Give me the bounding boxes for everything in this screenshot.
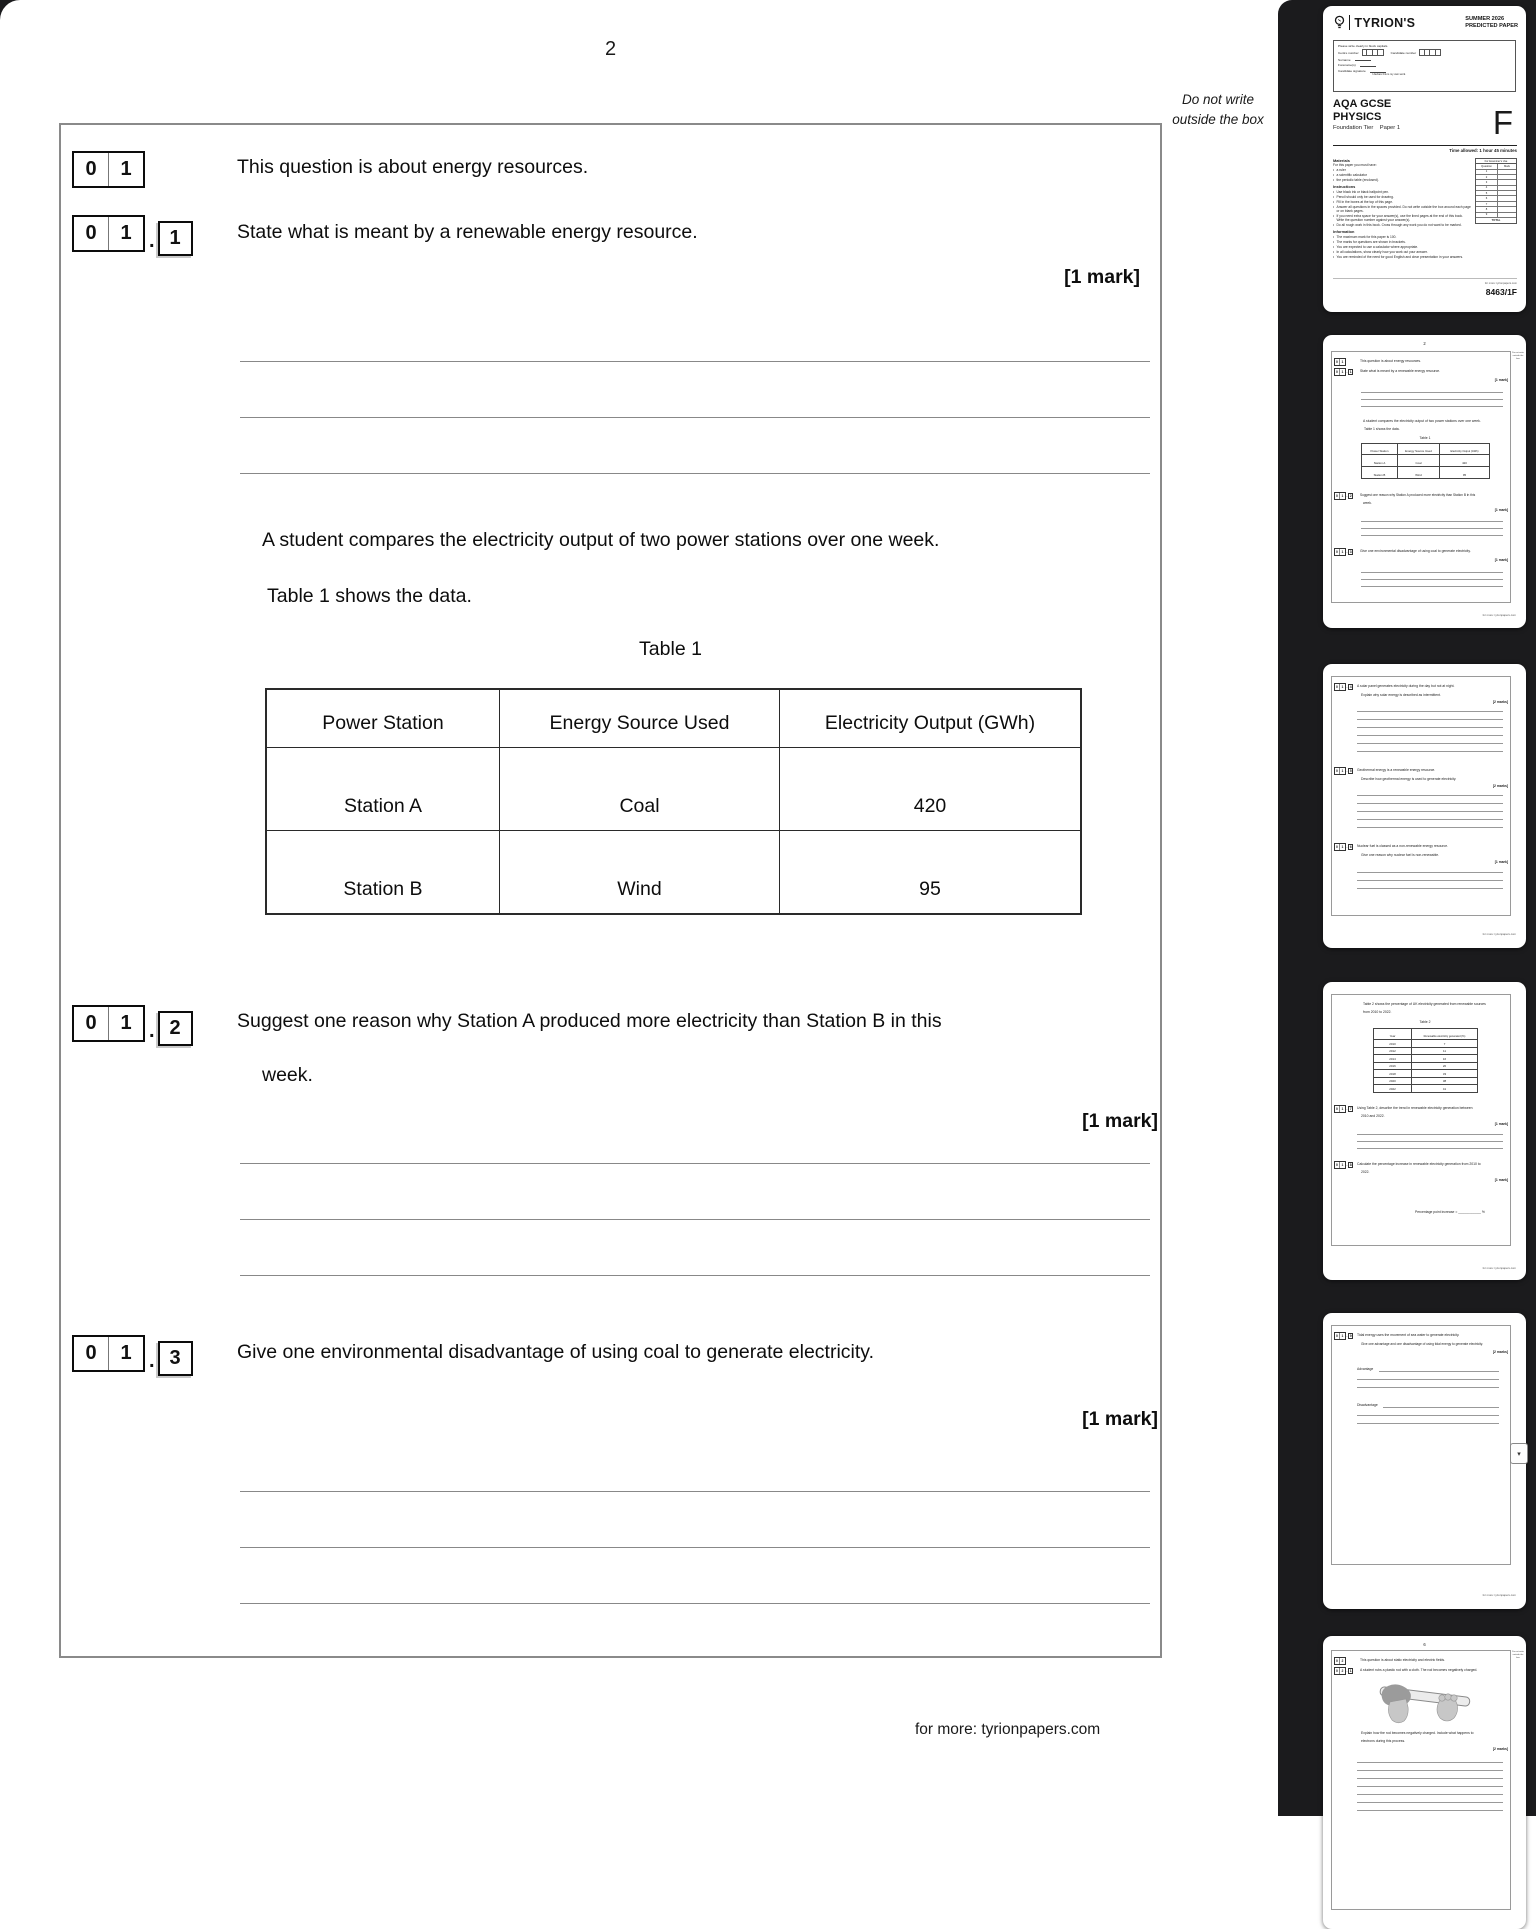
information-item: • In all calculations, show clearly how you work out your answer. xyxy=(1333,250,1471,254)
answer-line xyxy=(240,1219,1150,1220)
question-number-separator: . xyxy=(149,1350,155,1372)
materials-item: • a ruler xyxy=(1333,168,1471,172)
instructions-item: • If you need extra space for your answer(s), use the lined pages at the end of this book. Write the question number against your answer(s). xyxy=(1333,214,1471,223)
question-number-01: 0 1 xyxy=(72,151,145,188)
instructions-item: • Answer all questions in the spaces provided. Do not write outside the box around each page or on blank pages. xyxy=(1333,205,1471,214)
materials-item: • a scientific calculator xyxy=(1333,173,1471,177)
cover-rule xyxy=(1333,145,1517,146)
information-item: • You are expected to use a calculator where appropriate. xyxy=(1333,245,1471,249)
examiner-total: TOTAL xyxy=(1491,218,1501,222)
answer-line xyxy=(240,1491,1150,1492)
surname-line xyxy=(1355,58,1371,61)
table1-header-cell: Power Station xyxy=(266,689,500,748)
surname-label: Surname xyxy=(1338,57,1351,62)
information-title: Information xyxy=(1333,229,1355,235)
answer-line xyxy=(240,1603,1150,1604)
table1-cell: Station B xyxy=(266,831,500,915)
signature-label: Candidate signature xyxy=(1338,69,1366,74)
thumbnail-page-5[interactable]: 0 1 . 9 Tidal energy uses the movement of sea water to generate electricity. Give one advantage and one disadvantage of using tidal energy to generate electricity. [2 marks] Advantage Disadvantage for more: tyrionpapers.com xyxy=(1323,1313,1526,1609)
instructions-item: • Fill in the boxes at the top of this page. xyxy=(1333,200,1471,204)
table1-header-cell: Energy Source Used xyxy=(500,689,780,748)
question-01-3-marks: [1 mark] xyxy=(1082,1408,1158,1430)
thumbnail-page-2[interactable]: 2 Do not write outside the box 0 1 This question is about energy resources. 0 1 . 1 State what is meant by a renewable energy resource. [1 mark] A student compares the electricity output of two power stations over one week. Table 1 shows the data. Table 1 Power Station Energy Source Used Electricity Output (GWh) Station A Coal 420 Station B Wind 95 0 1 . 2 Suggest one reason why Station A produced more electricity than Station B in this week. [1 mark] 0 1 . 3 Give one environmental disadvantage of using coal to generate electricity. [1 mark] for more: tyrionpapers.com xyxy=(1323,335,1526,628)
question-01-1-text: State what is meant by a renewable energy resource. xyxy=(237,221,698,243)
logo-divider xyxy=(1349,15,1350,30)
paper-code: 8463/1F xyxy=(1485,287,1517,297)
table1-header-cell: Electricity Output (GWh) xyxy=(780,689,1082,748)
answer-line xyxy=(240,417,1150,418)
instructions-title: Instructions xyxy=(1333,184,1356,190)
candidate-details-box xyxy=(1333,40,1516,92)
question-01-2-marks: [1 mark] xyxy=(1082,1110,1158,1132)
candidate-number-label: Candidate number xyxy=(1390,50,1417,55)
table1-cell: Coal xyxy=(500,748,780,831)
cover-footer-rule xyxy=(1333,278,1517,279)
mini-question-box xyxy=(1331,1325,1511,1565)
forenames-line xyxy=(1360,64,1376,67)
tier-paper-line: Foundation Tier Paper 1 xyxy=(1333,124,1401,131)
table-row xyxy=(266,831,1081,915)
examiner-use-box: For Examiner's Use Question Mark 1 2 3 4 5 6 7 8 9 TOTAL xyxy=(1475,158,1517,224)
table1-cell: Wind xyxy=(500,831,780,915)
information-item: • The maximum mark for this paper is 100. xyxy=(1333,235,1471,239)
paper-season: SUMMER 2026 PREDICTED PAPER xyxy=(1465,15,1518,29)
information-item: • The marks for questions are shown in brackets. xyxy=(1333,240,1471,244)
centre-number-label: Centre number xyxy=(1338,50,1359,55)
instructions-item: • Pencil should only be used for drawing. xyxy=(1333,195,1471,199)
question-number-01-1: 0 1 . 1 xyxy=(72,215,193,256)
write-clearly-note: Please write clearly in block capitals. xyxy=(1338,43,1389,48)
materials-intro: For this paper you must have: xyxy=(1333,163,1377,168)
answer-line xyxy=(240,473,1150,474)
question-number-separator: . xyxy=(149,230,155,252)
subject-title: PHYSICS xyxy=(1333,110,1382,123)
instructions-item: • Do all rough work in this book. Cross through any work you do not want to be marked. xyxy=(1333,223,1471,227)
table1-cell: 420 xyxy=(780,748,1082,831)
page-number: 2 xyxy=(604,38,617,60)
board-title: AQA GCSE xyxy=(1333,98,1392,110)
brand-name: TYRION'S xyxy=(1354,15,1416,30)
answer-line xyxy=(240,1163,1150,1164)
question-01-1-marks: [1 mark] xyxy=(1064,266,1140,288)
answer-line xyxy=(240,1547,1150,1548)
table1-cell: Station A xyxy=(266,748,500,831)
examiner-title: For Examiner's Use xyxy=(1476,159,1516,164)
table1-caption: Table 1 xyxy=(639,638,702,660)
paper-title-block xyxy=(1333,98,1400,131)
declaration-note: I declare this is my own work. xyxy=(1372,73,1406,77)
cover-footer: for more: tyrionpapers.com xyxy=(1484,282,1517,285)
question-number-01-2: 0 1 . 2 xyxy=(72,1005,193,1046)
table1 xyxy=(265,688,1082,915)
question-number-01-3: 0 1 . 3 xyxy=(72,1335,193,1376)
information-item: • You are reminded of the need for good English and clear presentation in your answers. xyxy=(1333,255,1471,259)
centre-number-cells xyxy=(1362,49,1384,56)
candidate-number-cells xyxy=(1419,49,1441,56)
instructions-item: • Use black ink or black ballpoint pen. xyxy=(1333,190,1471,194)
thumbnail-page-4[interactable]: Table 2 shows the percentage of UK electricity generated from renewable sources from 2010 to 2022. Table 2 Year Renewable electricity generated (%) 2010 7 2012 11 2014 16 2016 20 2018 33 2020 38 2022 41 0 1 . 7 Using Table 2, describe the trend in renewable electricity generation between 2010 and 2022. [1 mark] 0 1 . 8 Calculate the percentage increase in renewable electricity generation from 2010 to 2022. [1 mark] Percentage point increase = ____________ % for more: tyrionpapers.com xyxy=(1323,982,1526,1280)
tier-letter: F xyxy=(1492,104,1513,141)
chevron-down-icon: ▾ xyxy=(1517,1450,1521,1458)
passage-line-1: A student compares the electricity output of two power stations over one week. xyxy=(262,529,940,551)
margin-note: Do not write outside the box xyxy=(1172,92,1264,128)
question-01-text: This question is about energy resources. xyxy=(237,156,589,178)
thumbnail-page-6[interactable]: 6 Do not write outside the box 0 2 This question is about static electricity and electric fields. 0 2 . 1 A student rubs a plastic rod with a cloth. The rod becomes negatively charged. Explain how the rod becomes negatively charged. Include what happens to electrons during this process. [2 marks] xyxy=(1323,1636,1526,1929)
cover-lists xyxy=(1333,156,1471,259)
table1-cell: 95 xyxy=(780,831,1082,915)
materials-item: • the periodic table (enclosed). xyxy=(1333,178,1471,182)
rod-and-cloth-illustration xyxy=(1368,1676,1478,1725)
cover-header xyxy=(1333,15,1518,30)
table-row xyxy=(266,689,1081,748)
answer-line xyxy=(240,1275,1150,1276)
lightbulb-icon xyxy=(1333,15,1346,30)
table-row xyxy=(266,748,1081,831)
materials-title: Materials xyxy=(1333,157,1350,163)
time-allowed: Time allowed: 1 hour 45 minutes xyxy=(1449,148,1517,153)
thumbnail-page-1-cover[interactable] xyxy=(1323,6,1526,312)
page-footer: for more: tyrionpapers.com xyxy=(915,1721,1101,1738)
question-01-2-text-line1: Suggest one reason why Station A produced more electricity than Station B in this xyxy=(237,1010,942,1032)
question-01-2-text-line2: week. xyxy=(262,1064,313,1086)
sidebar-scroll-handle[interactable] xyxy=(1510,1443,1528,1464)
question-01-3-text: Give one environmental disadvantage of using coal to generate electricity. xyxy=(237,1341,875,1363)
thumbnail-page-3[interactable]: 0 1 . 4 A solar panel generates electricity during the day but not at night. Explain why solar energy is described as intermittent. [2 marks] 0 1 . 5 Geothermal energy is a renewable energy resource. Describe how geothermal energy is used to generate electricity. [2 marks] 0 1 . 6 Nuclear fuel is classed as a non-renewable energy resource. Give one reason why nuclear fuel is non-renewable. [1 mark] for more: tyrionpapers.com xyxy=(1323,664,1526,948)
question-number-separator: . xyxy=(149,1020,155,1042)
answer-line xyxy=(240,361,1150,362)
thumbnail-sidebar xyxy=(1278,0,1536,1816)
passage-line-2: Table 1 shows the data. xyxy=(267,585,472,607)
forenames-label: Forename(s) xyxy=(1338,63,1356,68)
